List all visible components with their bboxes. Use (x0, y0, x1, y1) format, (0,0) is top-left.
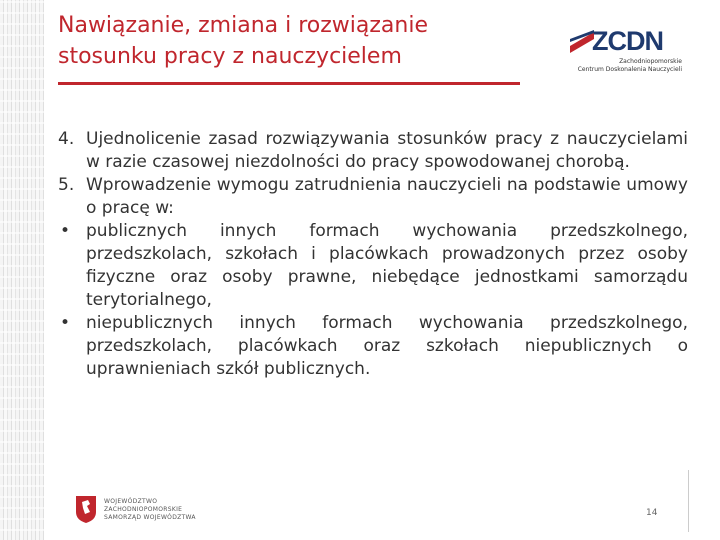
list-item (58, 174, 688, 220)
zcdn-logo-mark-icon (570, 30, 594, 54)
title-underline (58, 82, 520, 85)
footer-logo (72, 494, 202, 534)
bullet-item (58, 220, 688, 312)
bullet-item-text: niepublicznych innych formach wychowania przedszkolnego, przedszkolach, placówkach oraz szkołach niepublicznych o uprawnieniach szkół publicznych. (86, 313, 688, 379)
title-line-1: Nawiązanie, zmiana i rozwiązanie (58, 13, 429, 38)
bullet-item (58, 312, 688, 381)
logo-subtitle-line2: Centrum Doskonalenia Nauczycieli (577, 66, 682, 73)
logo-subtitle-line1: Zachodniopomorskie (619, 58, 682, 65)
slide-content (58, 128, 688, 381)
footer-divider (688, 470, 689, 532)
griffin-crest-icon (74, 494, 98, 524)
page-title (58, 10, 528, 72)
title-line-2: stosunku pracy z nauczycielem (58, 44, 402, 69)
list-item-text: Ujednolicenie zasad rozwiązywania stosunków pracy z nauczycielami w razie czasowej niezdolności do pracy spowodowanej chorobą. (86, 129, 688, 172)
list-item-text: Wprowadzenie wymogu zatrudnienia nauczycieli na podstawie umowy o pracę w: (86, 175, 688, 218)
decorative-side-strip (0, 0, 44, 540)
list-marker: 4. (58, 129, 75, 149)
footer-text (104, 498, 204, 522)
bullet-item-text: publicznych innych formach wychowania przedszkolnego, przedszkolach, szkołach i placówkach prowadzonych przez osoby fizyczne oraz osoby prawne, niebędące jednostkami samorządu terytorialnego, (86, 221, 688, 310)
bullet-marker: • (60, 313, 71, 333)
footer-line-2: ZACHODNIOPOMORSKIE (104, 506, 183, 513)
list-marker: 5. (58, 175, 75, 195)
list-item (58, 128, 688, 174)
logo-subtitle (574, 58, 682, 74)
footer-line-1: WOJEWÓDZTWO (104, 498, 158, 505)
bullet-marker: • (60, 221, 71, 241)
page-number: 14 (646, 508, 658, 518)
logo-wordmark: ZCDN (592, 26, 663, 56)
footer-line-3: SAMORZĄD WOJEWÓDZTWA (104, 514, 196, 521)
zcdn-logo (570, 26, 682, 74)
